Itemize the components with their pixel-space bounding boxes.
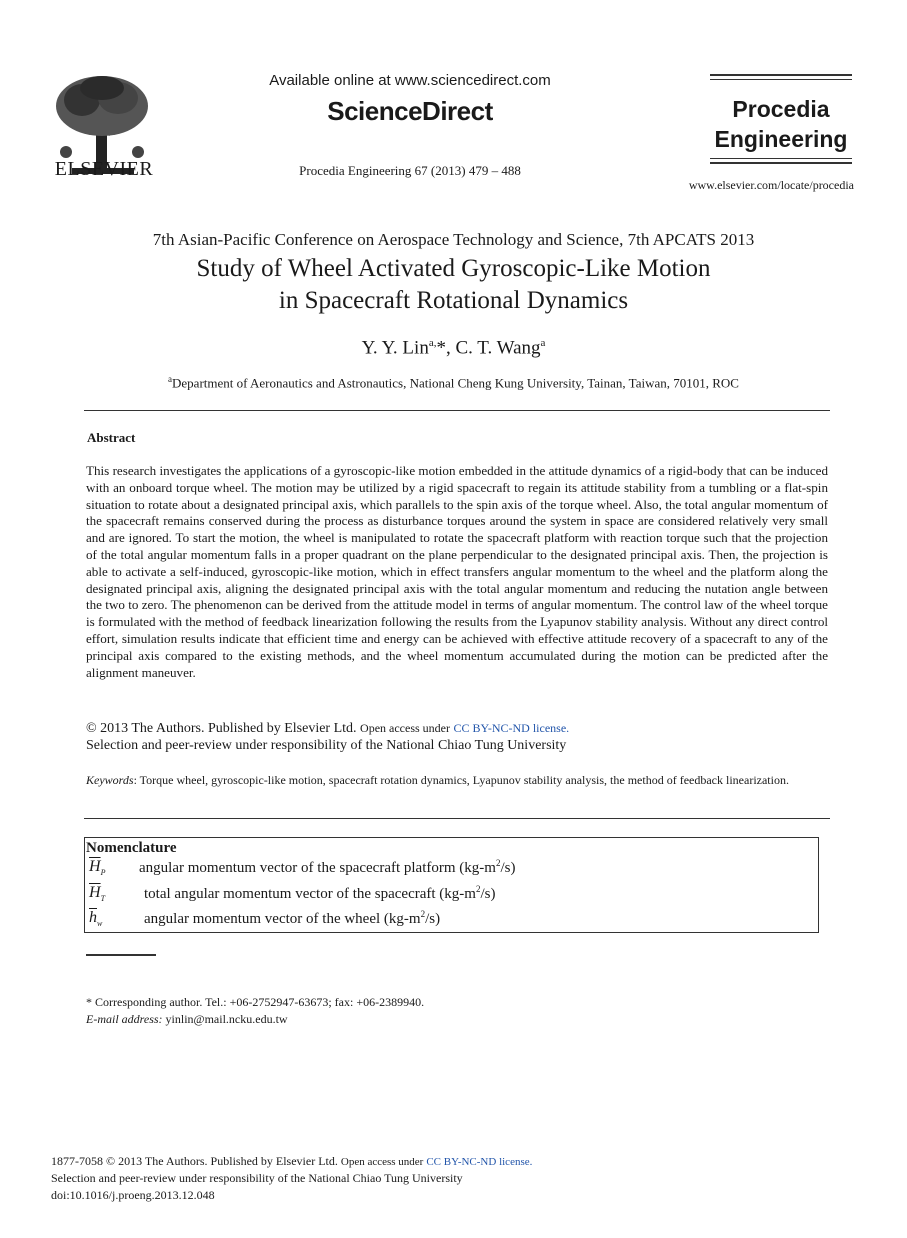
author-name: C. T. Wang (455, 337, 541, 359)
peer-review-line: Selection and peer-review under responsibility of the National Chiao Tung University (86, 738, 567, 753)
journal-rule (710, 74, 852, 76)
nomenclature-symbol: $\overline{H}_P$ (89, 858, 106, 878)
journal-reference: Procedia Engineering 67 (2013) 479 – 488 (299, 163, 521, 178)
author-affil-sup: a (540, 337, 546, 349)
nomenclature-definition: angular momentum vector of the wheel $(kg-m^2/s)$ (144, 909, 441, 927)
footer-copyright (51, 1154, 532, 1169)
available-online[interactable]: Available online at www.sciencedirect.com (269, 72, 551, 89)
nomenclature-symbol: $\overline{h}_w$ (89, 909, 103, 929)
corresponding-author: * Corresponding author. Tel.: +06-2752947-63673; fax: +06-2389940. (86, 995, 425, 1009)
abstract-heading: Abstract (87, 430, 136, 445)
journal-rule (710, 79, 852, 80)
nomenclature-definition: angular momentum vector of the spacecraft platform $(kg-m^2/s)$ (139, 858, 516, 876)
journal-name-line2: Engineering (714, 126, 848, 152)
author-separator: , (445, 337, 456, 359)
journal-logo (705, 94, 857, 154)
keywords (86, 772, 828, 789)
abstract-body: This research investigates the applications of a gyroscopic-like motion embedded in the attitude dynamics of a rigid-body that can be induced with an onboard torque wheel. The motion may be utilized by a rigid spacecraft to regain its attitude stability from a tumbling or a flat-spin situation to rotate about a designated principal axis, which parallels to the spin axis of the torque wheel. Also, the total angular momentum of the spacecraft remains conserved during the process as disturbance torques around the system in space are considered relatively very small and are ignored. To start the motion, the wheel is manipulated to rotate the spacecraft platform with reaction torque such that the projection of the total angular momentum falls in a proper quadrant on the plane perpendicular to the designated principal axis. Then, the projection is able to activate a self-induced, gyroscopic-like motion, which in effect transfers angular momentum to the wheel and the platform along the designated principal axis, aligning the designated principal axis with the total angular momentum and reducing the nutation angle between the two to zero. The phenomenon can be derived from the attitude model in terms of angular momentum. The control law of the wheel torque is formulated with the method of feedback linearization following the results from the Lyapunov stability analysis. Without any direct control effort, simulation results indicate that efficient time and energy can be achieved with effective attitude recovery of a spacecraft to any of the principal axis compared to the existing methods, and the wheel momentum accumulated during the motion can be predicted after the alignment maneuver. (86, 463, 828, 680)
author-affil-sup: a, (428, 337, 437, 349)
divider (84, 818, 830, 819)
copyright-text: © 2013 The Authors. Published by Elsevier Ltd. (86, 721, 357, 736)
article-title-line1: Study of Wheel Activated Gyroscopic-Like Motion (196, 255, 711, 282)
keywords-label: Keywords (86, 773, 134, 787)
author-list (0, 337, 907, 359)
affiliation-text: Department of Aeronautics and Astronautics, National Cheng Kung University, Tainan, Taiwan, 70101, ROC (172, 375, 739, 391)
email-label: E-mail address: (86, 1012, 163, 1026)
footer-peer-review: Selection and peer-review under responsibility of the National Chiao Tung University (51, 1171, 463, 1185)
copyright-line (86, 721, 828, 737)
open-access-text: Open access under (360, 721, 450, 735)
nomenclature-heading: Nomenclature (86, 840, 177, 856)
email-address[interactable]: yinlin@mail.ncku.edu.tw (162, 1012, 288, 1026)
license-link[interactable]: CC BY-NC-ND license. (453, 721, 570, 735)
footnote-rule (86, 954, 156, 956)
keywords-text: : Torque wheel, gyroscopic-like motion, spacecraft rotation dynamics, Lyapunov stability analysis, the method of feedback linearization. (133, 773, 789, 787)
journal-url[interactable]: www.elsevier.com/locate/procedia (688, 178, 854, 192)
footer-open-access: Open access under (340, 1156, 424, 1168)
nomenclature-symbol: $\overline{H}_T$ (89, 884, 106, 904)
sciencedirect-logo[interactable]: ScienceDirect (327, 96, 493, 126)
journal-name-line1: Procedia (732, 96, 830, 122)
issn-copyright: 1877-7058 © 2013 The Authors. Published by Elsevier Ltd. (51, 1154, 338, 1168)
email-line (86, 1012, 288, 1027)
footer-license-link[interactable]: CC BY-NC-ND license. (426, 1156, 533, 1168)
affiliation (0, 374, 907, 391)
corresponding-mark: * (436, 337, 446, 359)
divider (84, 410, 830, 411)
journal-rule (710, 158, 852, 159)
affiliation-sup: a (168, 374, 173, 384)
author-name: Y. Y. Lin (361, 337, 429, 359)
doi[interactable]: doi:10.1016/j.proeng.2013.12.048 (51, 1188, 215, 1202)
journal-rule (710, 162, 852, 164)
publisher-name: ELSEVIER (54, 158, 154, 180)
nomenclature-definition: total angular momentum vector of the spacecraft $(kg-m^2/s)$ (144, 884, 496, 902)
conference-line: 7th Asian-Pacific Conference on Aerospace Technology and Science, 7th APCATS 2013 (152, 230, 755, 249)
article-title-line2: in Spacecraft Rotational Dynamics (278, 287, 629, 314)
